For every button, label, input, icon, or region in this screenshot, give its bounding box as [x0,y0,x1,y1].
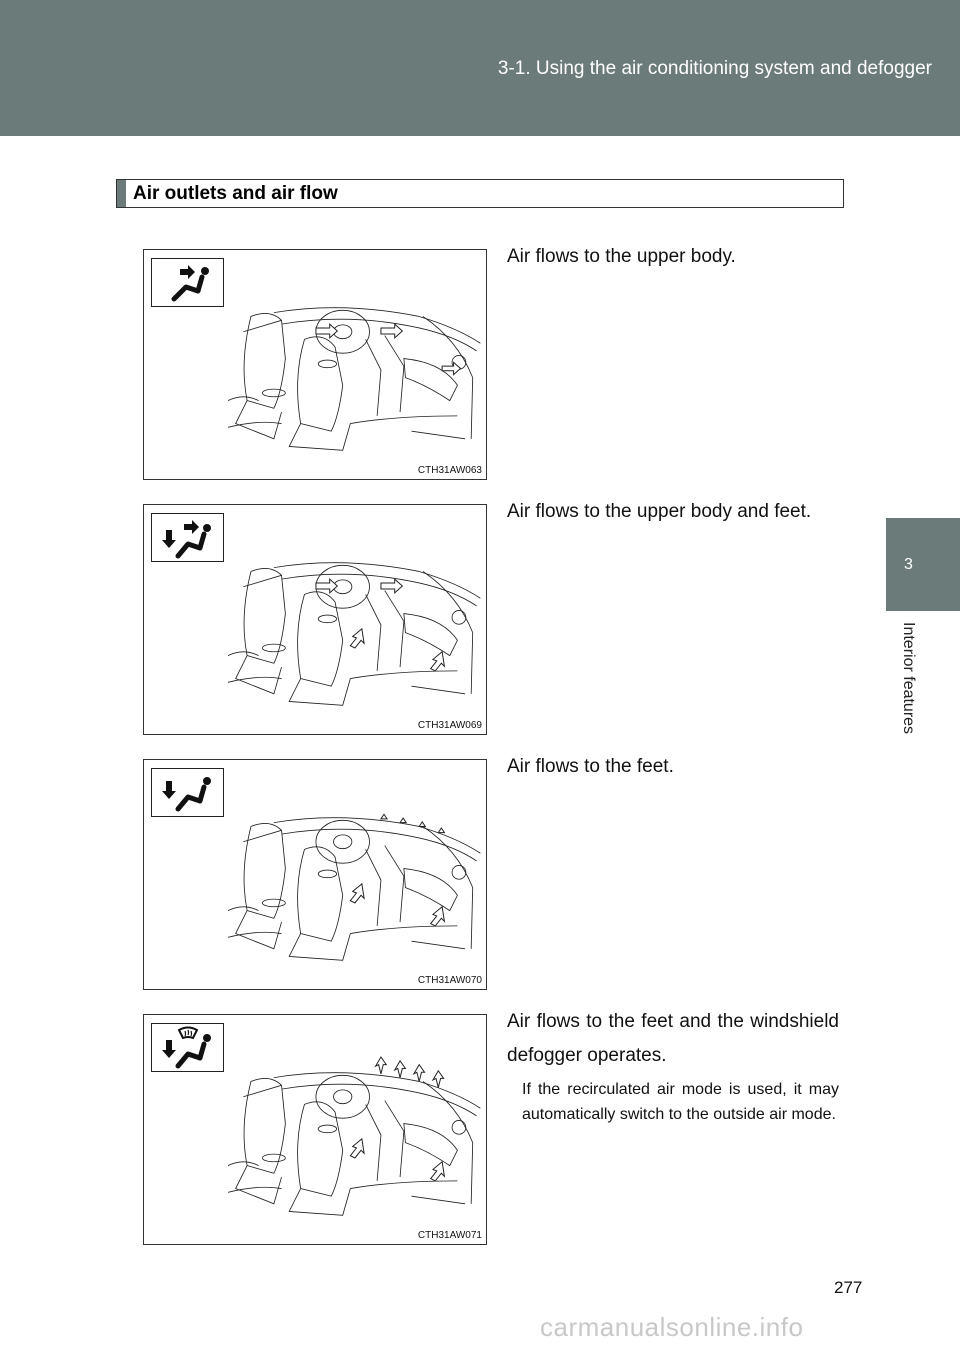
interior-illustration [228,1035,488,1235]
figure-face-mode [143,249,487,480]
figure-feet-mode [143,759,487,990]
figure-feet-defog-mode [143,1014,487,1245]
figure-bilevel-mode [143,504,487,735]
feet-airflow-icon [151,768,224,817]
page-number: 277 [834,1278,863,1297]
figure-code: CTH31AW069 [417,720,482,731]
interior-illustration [228,525,488,725]
section-heading-text: Air outlets and air flow [133,183,338,204]
chapter-label: Interior features [900,622,917,735]
interior-illustration [228,780,488,980]
figure-code: CTH31AW071 [417,1230,482,1241]
bilevel-airflow-icon [151,513,224,562]
chapter-tab [886,518,960,611]
mode-note: If the recirculated air mode is used, it may automatically switch to the outside air mode. [522,1081,839,1123]
mode-description: Air flows to the feet. [507,756,674,777]
watermark: carmanualsonline.info [540,1312,804,1342]
feet-defog-airflow-icon [151,1023,224,1072]
chapter-number: 3 [904,556,913,573]
interior-illustration [228,270,488,470]
section-title: 3-1. Using the air conditioning system and defogger [497,58,932,79]
chapter-label-container [893,622,923,782]
heading-accent-bar [117,180,126,207]
section-heading [116,179,844,208]
mode-description: Air flows to the upper body and feet. [507,501,812,522]
figure-code: CTH31AW063 [417,465,482,476]
face-airflow-icon [151,258,224,307]
figure-code: CTH31AW070 [417,975,482,986]
page-header [0,0,960,136]
mode-description: Air flows to the feet and the windshield defogger operates. [507,1011,839,1066]
mode-description: Air flows to the upper body. [507,246,736,267]
